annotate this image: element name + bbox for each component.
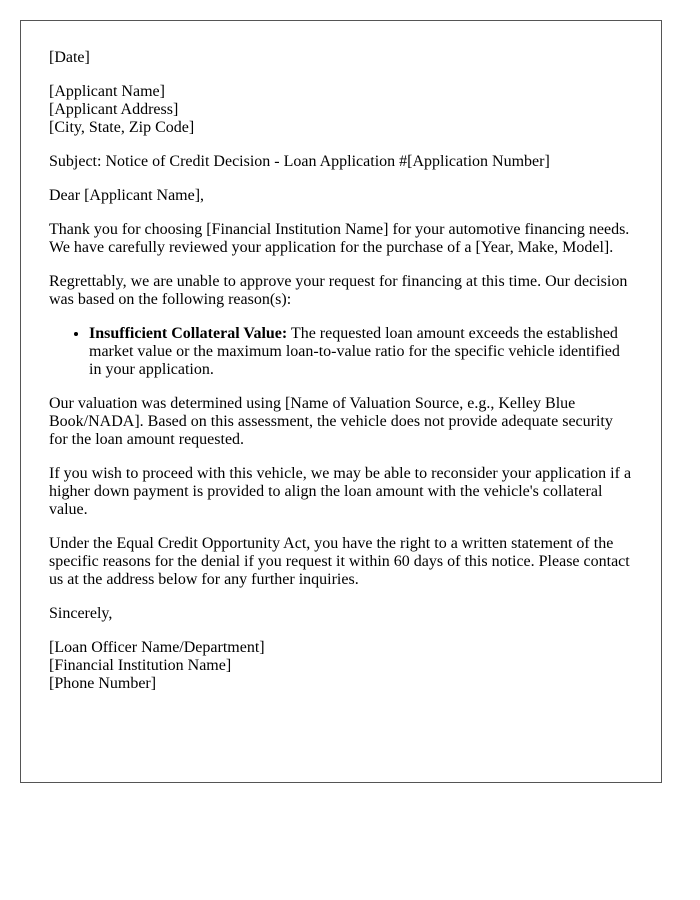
body-paragraph: Thank you for choosing [Financial Institution Name] for your automotive financing needs. We have carefully reviewed your application for the purchase of a [Year, Make, Model]. bbox=[49, 221, 630, 256]
salutation: Dear [Applicant Name], bbox=[49, 187, 205, 204]
letter-date: [Date] bbox=[49, 49, 90, 66]
signature-officer: [Loan Officer Name/Department] bbox=[49, 639, 265, 656]
body-paragraph: If you wish to proceed with this vehicle, we may be able to reconsider your application if a higher down payment is provided to align the loan amount with the vehicle's collateral value. bbox=[49, 465, 632, 518]
body-paragraph: Under the Equal Credit Opportunity Act, you have the right to a written statement of the specific reasons for the denial if you request it within 60 days of this notice. Please contact us at the address below for any further inquiries. bbox=[49, 535, 630, 588]
recipient-city: [City, State, Zip Code] bbox=[49, 119, 195, 136]
signature-institution: [Financial Institution Name] bbox=[49, 657, 232, 674]
reasons-list bbox=[49, 325, 633, 379]
recipient-name: [Applicant Name] bbox=[49, 83, 165, 100]
reason-text: The requested loan amount exceeds the established market value or the maximum loan-to-value ratio for the specific vehicle identified in your application. bbox=[89, 325, 620, 378]
closing: Sincerely, bbox=[49, 605, 113, 622]
letter-page bbox=[20, 20, 662, 783]
recipient-address: [Applicant Address] bbox=[49, 101, 179, 118]
body-paragraph: Our valuation was determined using [Name of Valuation Source, e.g., Kelley Blue Book/NADA]. Based on this assessment, the vehicle does not provide adequate security for the loan amount requested. bbox=[49, 395, 613, 448]
recipient-block bbox=[49, 83, 633, 137]
subject-line: Subject: Notice of Credit Decision - Loan Application #[Application Number] bbox=[49, 153, 550, 170]
reason-item bbox=[89, 325, 633, 379]
body-paragraph: Regrettably, we are unable to approve your request for financing at this time. Our decision was based on the following reason(s): bbox=[49, 273, 628, 308]
signature-block bbox=[49, 639, 633, 693]
signature-phone: [Phone Number] bbox=[49, 675, 157, 692]
reason-title: Insufficient Collateral Value: bbox=[89, 325, 288, 342]
